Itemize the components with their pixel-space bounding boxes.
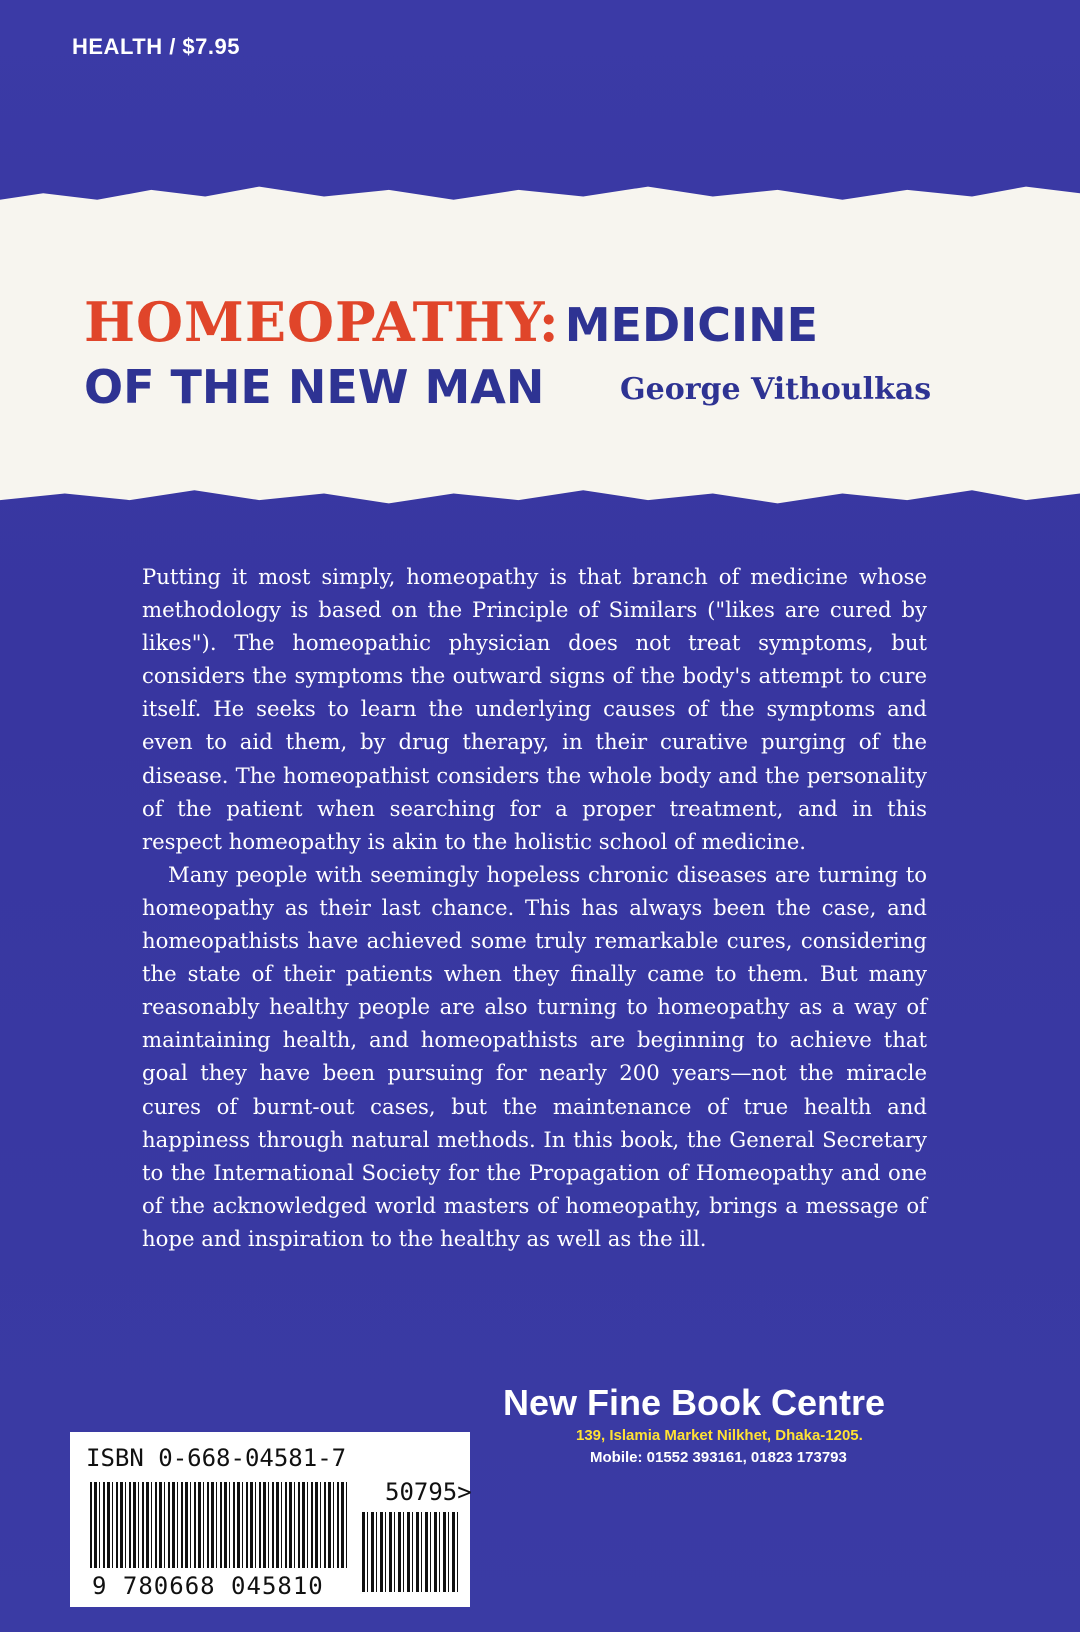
store-name: New Fine Book Centre [503, 1382, 886, 1423]
barcode-addon-bars [362, 1512, 460, 1592]
isbn-number: ISBN 0-668-04581-7 [86, 1444, 347, 1472]
barcode-bars [90, 1482, 348, 1568]
title-homeopathy: HOMEOPATHY: [84, 290, 560, 354]
blurb-paragraph-2: Many people with seemingly hopeless chronic diseases are turning to homeopathy as their last chance. This has always been the case, and homeopathists have achieved some truly remarkable cures, considering the state of their patients when they finally came to them. But many reasonably healthy people are also turning to homeopathy as a way of maintaining health, and homeopathists are beginning to achieve that goal they have been pursuing for nearly 200 years—not the miracle cures of burnt-out cases, but the maintenance of true health and happiness through natural methods. In this book, the General Secretary to the International Society for the Propagation of Homeopathy and one of the acknowledged world masters of homeopathy, brings a message of hope and inspiration to the healthy as well as the ill. [142, 861, 927, 1251]
category-price: HEALTH / $7.95 [72, 34, 240, 59]
blurb-paragraph-1: Putting it most simply, homeopathy is that branch of medicine whose methodology is based on the Principle of Similars ("likes are cured by likes"). The homeopathic physician does not treat symptoms, but considers the symptoms the outward signs of the body's attempt to cure itself. He seeks to learn the underlying causes of the symptoms and even to aid them, by drug therapy, in their curative purging of the disease. The homeopathist considers the whole body and the personality of the patient when searching for a proper treatment, and in this respect homeopathy is akin to the holistic school of medicine. [142, 564, 927, 854]
book-title-line-2: OF THE NEW MAN [84, 360, 545, 414]
book-title-line-1 [84, 290, 818, 354]
title-medicine: MEDICINE [564, 298, 819, 352]
blurb-text [142, 560, 927, 1255]
store-mobile: Mobile: 01552 393161, 01823 173793 [590, 1449, 847, 1466]
barcode-addon-digits: 50795> [385, 1478, 472, 1506]
author-name: George Vithoulkas [620, 372, 932, 407]
store-address: 139, Islamia Market Nilkhet, Dhaka-1205. [576, 1427, 863, 1444]
ean-digits: 9 780668 045810 [92, 1572, 324, 1600]
